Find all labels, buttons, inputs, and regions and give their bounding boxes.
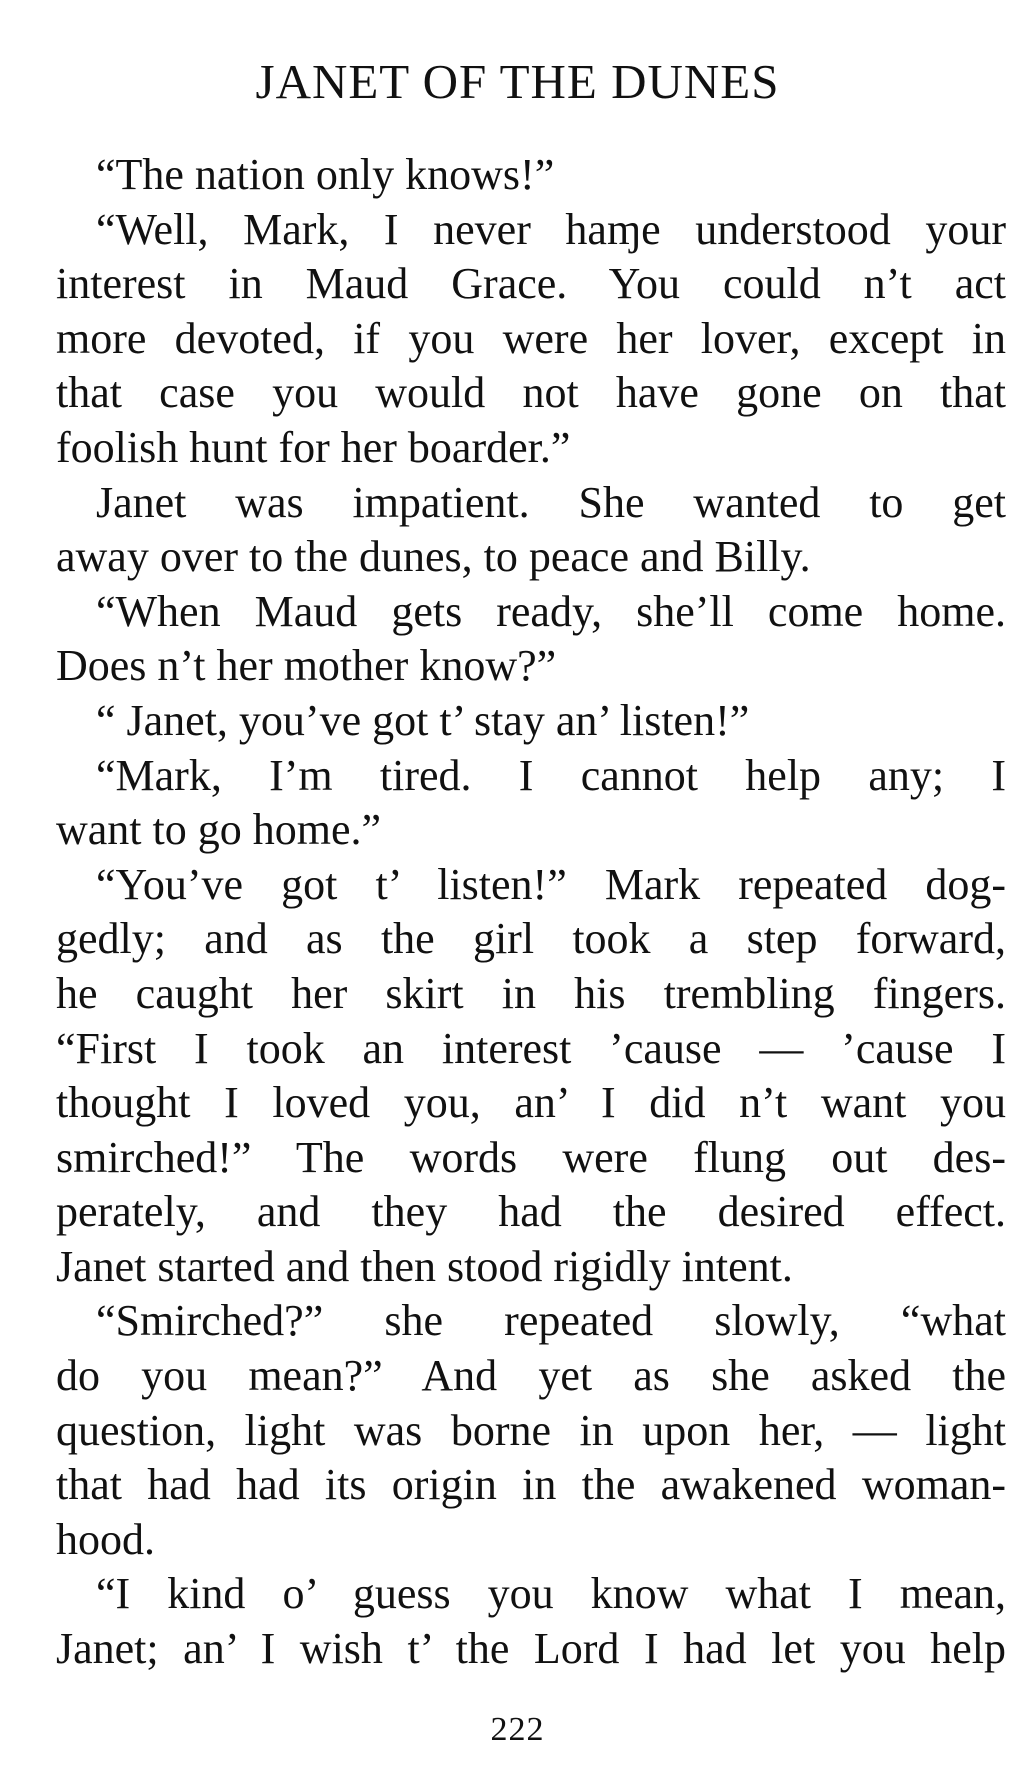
text-line: perately, and they had the desired effect. (56, 1187, 1006, 1237)
text-line: that had had its origin in the awakened woman- (56, 1460, 1006, 1510)
text-line: he caught her skirt in his trembling fingers. (56, 968, 1006, 1018)
text-line: question, light was borne in upon her, — light (56, 1405, 1006, 1455)
text-line: Does n’t her mother know?” (56, 641, 557, 691)
text-line: gedly; and as the girl took a step forward, (56, 914, 1006, 964)
text-line: “The nation only knows!” (96, 150, 555, 199)
text-line: “Smirched?” she repeated slowly, “what (96, 1296, 1006, 1346)
text-line: more devoted, if you were her lover, except in (56, 313, 1006, 363)
text-line: “I kind o’ guess you know what I mean, (96, 1569, 1006, 1619)
text-line: foolish hunt for her boarder.” (56, 422, 571, 472)
text-line: “Well, Mark, I never haɱe understood your (96, 204, 1006, 254)
text-line: away over to the dunes, to peace and Billy. (56, 532, 811, 582)
running-head: JANET OF THE DUNES (255, 54, 780, 109)
text-line: Janet started and then stood rigidly intent. (56, 1241, 793, 1291)
text-line: “First I took an interest ’cause — ’cause I (56, 1023, 1006, 1073)
text-line: “When Maud gets ready, she’ll come home. (96, 586, 1006, 636)
text-line: “Mark, I’m tired. I cannot help any; I (96, 750, 1006, 800)
text-line: Janet was impatient. She wanted to get (96, 477, 1006, 527)
text-line: Janet; an’ I wish t’ the Lord I had let you help (56, 1624, 1006, 1674)
text-line: do you mean?” And yet as she asked the (56, 1351, 1006, 1401)
text-line: that case you would not have gone on that (56, 368, 1006, 418)
text-line: interest in Maud Grace. You could n’t act (56, 259, 1006, 309)
text-line: “ Janet, you’ve got t’ stay an’ listen!” (96, 695, 750, 745)
text-line: smirched!” The words were flung out des- (56, 1132, 1006, 1182)
text-line: “You’ve got t’ listen!” Mark repeated dog- (96, 859, 1006, 909)
text-line: thought I loved you, an’ I did n’t want you (56, 1078, 1006, 1128)
text-line: want to go home.” (56, 805, 382, 855)
page-number: 222 (490, 1711, 545, 1748)
text-line: hood. (56, 1514, 155, 1564)
body-text (56, 148, 1006, 1677)
